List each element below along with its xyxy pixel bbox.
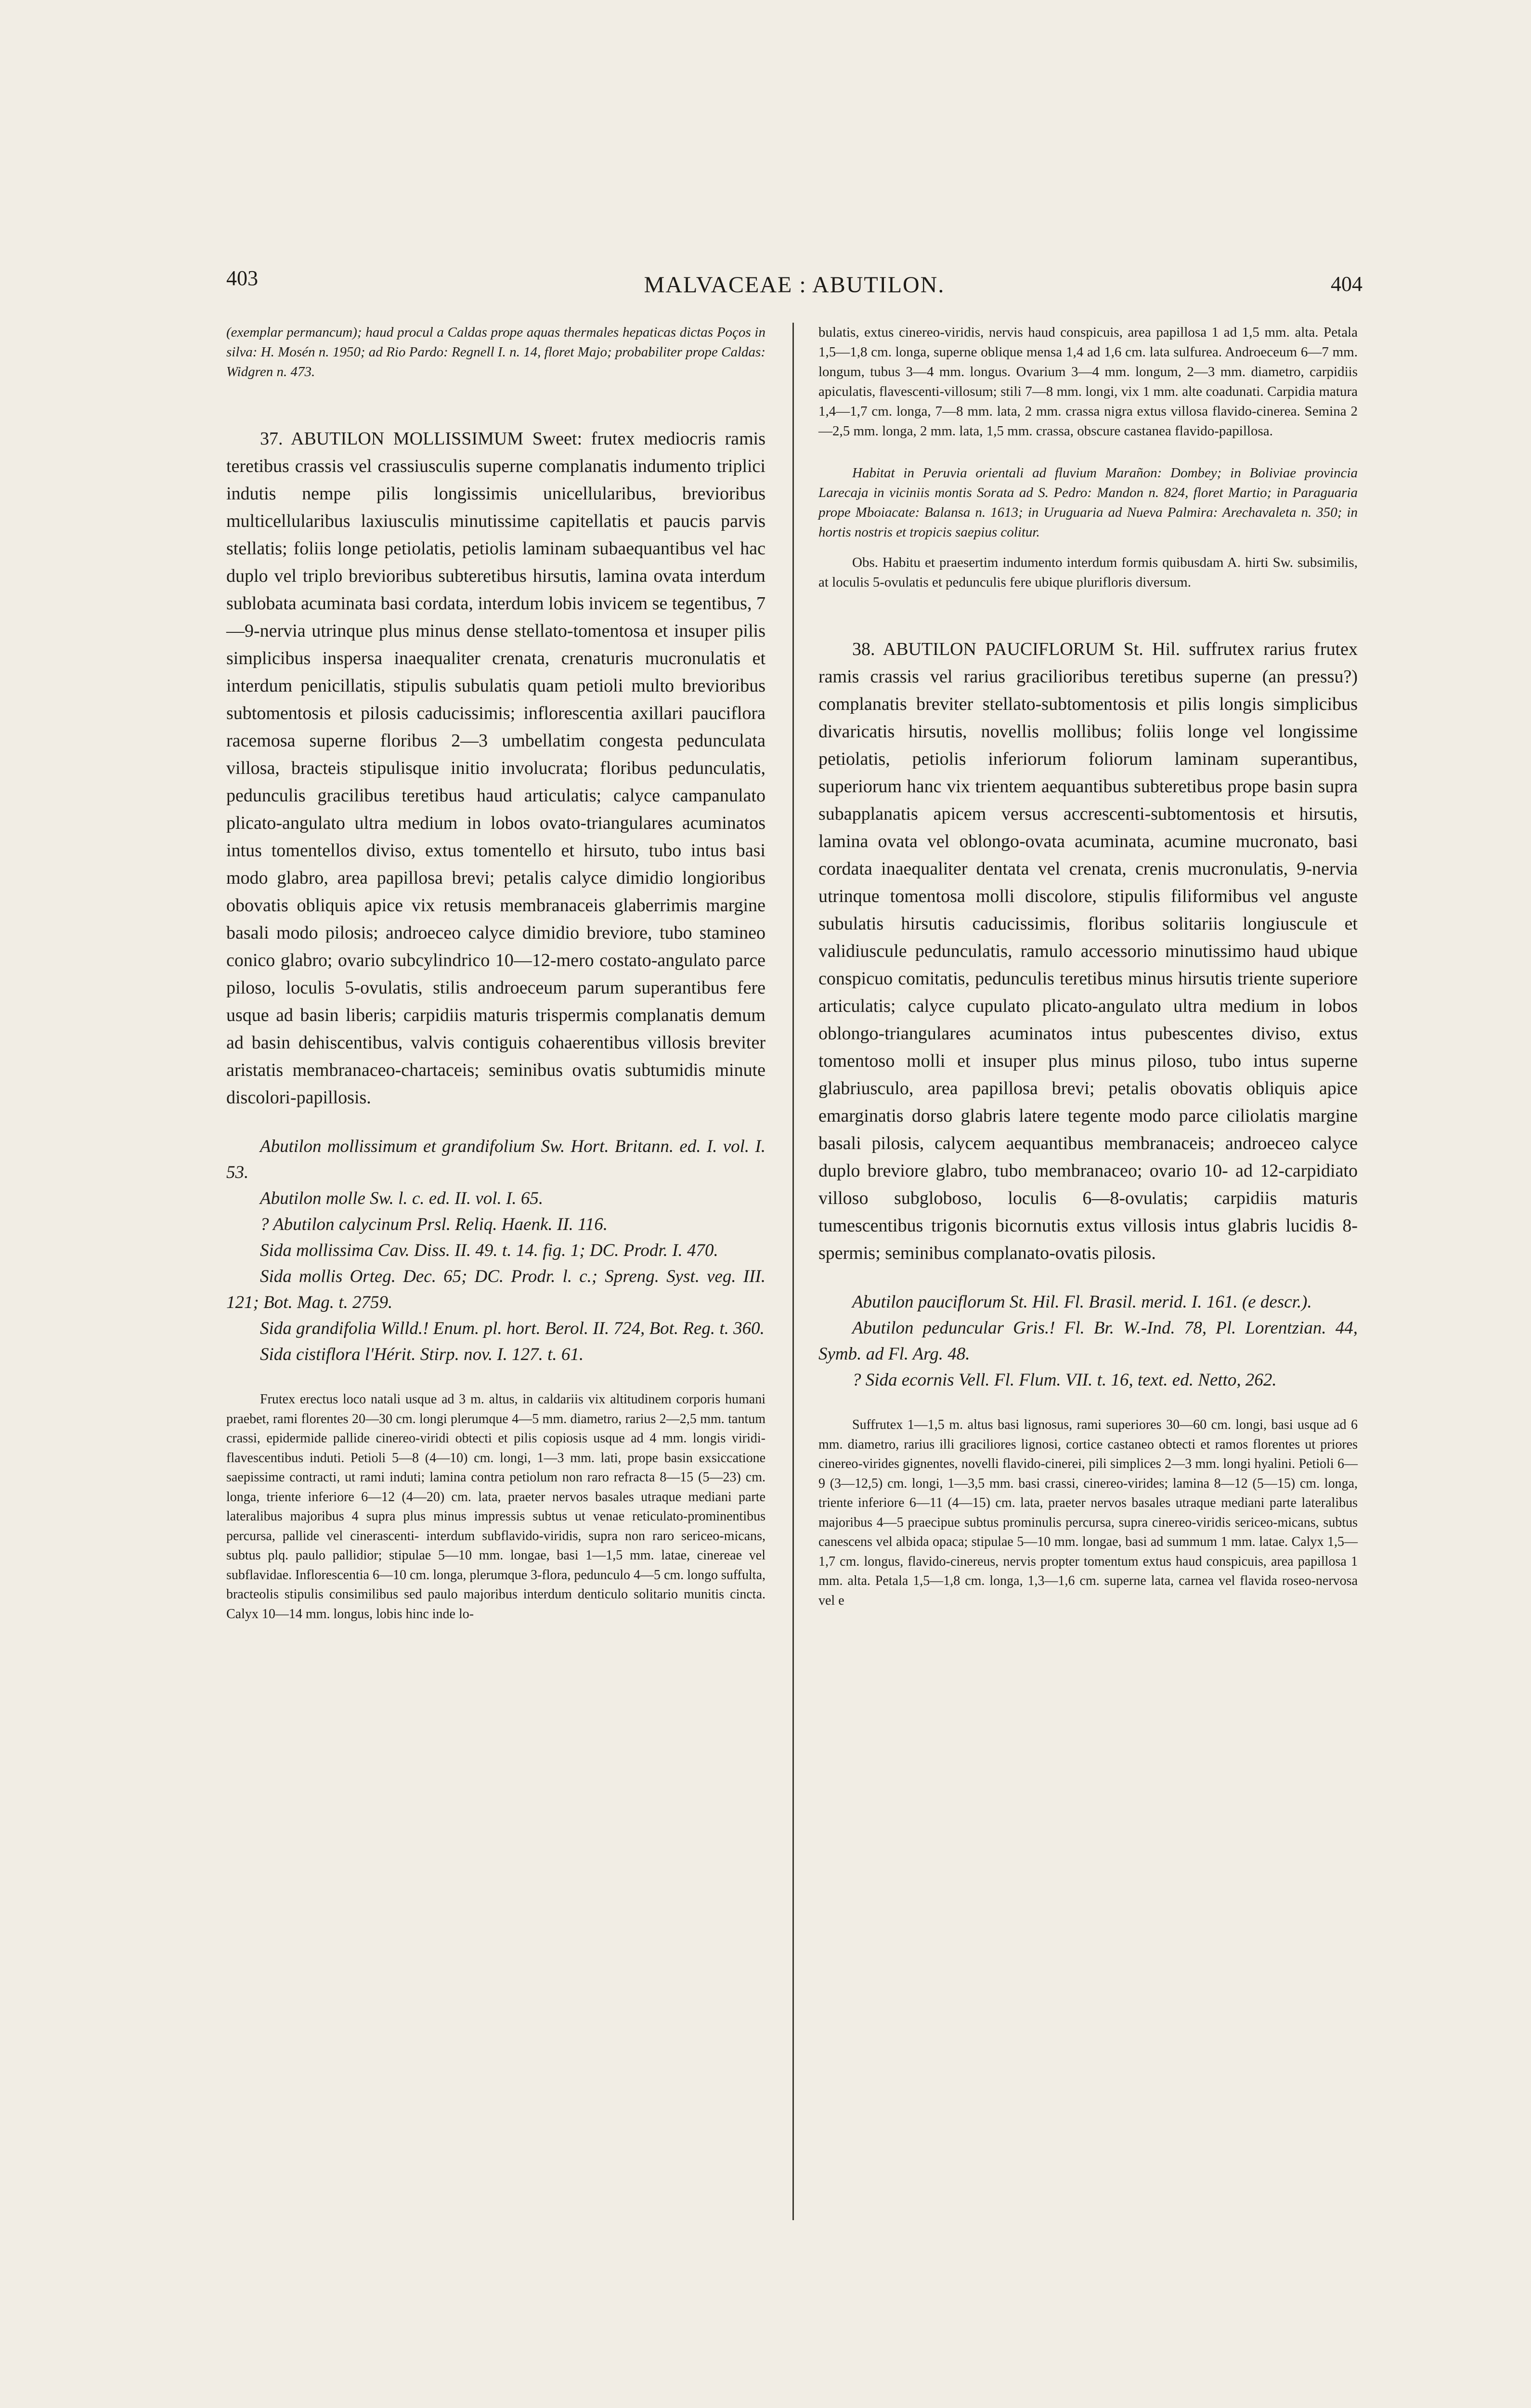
species-37-detailed-description: Frutex erectus loco natali usque ad 3 m. altus, in caldariis vix altitudinem corporis humani praebet, rami florentes 20—30 cm. longi plerumque 4—5 mm. diametro, rarius 2—2,5 mm. tantum crassi, epidermide pallide cinereo-viridi obtecti et pilis copiosis usque ad 4 mm. longis viridi-flavescentibus induti. Petioli 5—8 (4—10) cm. longi, 1—3 mm. lati, prope basin exsiccatione saepissime contracti, ut rami induti; lamina contra petiolum non raro refracta 8—15 (5—23) cm. longa, triente inferiore 6—12 (4—20) cm. lata, praeter nervos basales utraque mediani parte lateralibus majoribus 4 supra plus minus impressis subtus ut venae reticulato-prominentibus percursa, pallide vel cinerascenti- interdum subflavido-viridis, supra non raro sericeo-micans, subtus plq. paulo pallidior; stipulae 5—10 mm. longae, basi 1—1,5 mm. latae, cinereae vel subflavidae. Inflorescentia 6—10 cm. longa, plerumque 3-flora, pedunculo 4—5 cm. longo suffulta, bracteolis stipulis consimilibus sed paulo majoribus interdum denticulo solitario munitis cincta. Calyx 10—14 mm. longus, lobis hinc inde lo- (226, 1392, 766, 1622)
page-header (226, 266, 1362, 304)
synonym: Sida mollissima Cav. Diss. II. 49. t. 14. fig. 1; DC. Prodr. I. 470. (260, 1241, 718, 1260)
synonym: Sida mollis Orteg. Dec. 65; DC. Prodr. l. c.; Spreng. Syst. veg. III. 121; Bot. Mag. t. 2759. (226, 1267, 766, 1312)
species-37-observation: Obs. Habitu et praesertim indumento interdum formis quibusdam A. hirti Sw. subsimilis, at loculis 5-ovulatis et pedunculis fere ubique plurifloris diversum. (818, 555, 1358, 590)
synonym: Abutilon pauciflorum St. Hil. Fl. Brasil. merid. I. 161. (e descr.). (852, 1292, 1312, 1312)
synonym: ? Sida ecornis Vell. Fl. Flum. VII. t. 16, text. ed. Netto, 262. (852, 1370, 1277, 1390)
species-37-description: 37. ABUTILON MOLLISSIMUM Sweet: frutex mediocris ramis teretibus crassis vel crassiusculis superne complanatis indumento triplici indutis nempe pilis longissimis unicellularibus, brevioribus multicellularibus laxiusculis minutissime capitellatis et paucis parvis stellatis; foliis longe petiolatis, petiolis laminam subaequantibus vel hac duplo vel triplo brevioribus subteretibus hirsutis, lamina ovata interdum sublobata acuminata basi cordata, interdum lobis invicem se tegentibus, 7—9-nervia utrinque plus minus dense stellato-tomentosa et insuper pilis simplicibus inspersa inaequaliter crenata, crenaturis mucronulatis et interdum penicillatis, stipulis subulatis quam petioli multo brevioribus subtomentosis et pilosis caducissimis; inflorescentia axillari pauciflora racemosa superne floribus 2—3 umbellatim congesta pedunculata villosa, bracteis stipulisque initio involucrata; floribus pedunculatis, pedunculis gracilibus teretibus haud articulatis; calyce campanulato plicato-angulato ultra medium in lobos ovato-triangulares acuminatos intus tomentellos diviso, extus tomentello et hirsuto, tubo intus basi modo glabro, area papillosa brevi; petalis calyce dimidio longioribus obovatis obliquis apice vix retusis membranaceis glaberrimis margine basali modo pilosis; androeceo calyce dimidio breviore, tubo stamineo conico glabro; ovario subcylindrico 10—12-mero costato-angulato parce piloso, loculis 5-ovulatis, stilis androeceum parum superantibus fere usque ad basin liberis; carpidiis maturis trispermis complanatis demum ad basin dehiscentibus, valvis contiguis cohaerentibus villosis breviter aristatis membranaceo-chartaceis; seminibus ovatis subtumidis minute discolori-papillosis. (226, 429, 766, 1108)
left-column (226, 323, 766, 1624)
species-38-description: 38. ABUTILON PAUCIFLORUM St. Hil. suffrutex rarius frutex ramis crassis vel rarius gracilioribus teretibus superne (an pressu?) complanatis breviter stellato-subtomentosis et pilis longis simplicibus divaricatis hirsutis, novellis mollibus; foliis longe vel longissime petiolatis, petiolis inferiorum foliorum laminam superantibus, superiorum hanc vix trientem aequantibus subteretibus prope basin supra subapplanatis apicem versus accrescenti-subtomentosis et hirsutis, lamina ovata vel oblongo-ovata acuminata, acumine mucronato, basi cordata inaequaliter dentata vel crenata, crenis mucronulatis, 9-nervia utrinque tomentosa molli discolore, stipulis filiformibus vel anguste subulatis hirsutis caducissimis, floribus solitariis longiuscule et validiuscule pedunculatis, ramulo accessorio minutissimo haud ubique conspicuo comitatis, pedunculis teretibus minus hirsutis triente superiore articulatis; calyce cupulato plicato-angulato ultra medium in lobos oblongo-triangulares acuminatos intus pubescentes diviso, extus tomentoso molli et insuper plus minus piloso, tubo intus superne glabriusculo, area papillosa brevi; petalis obovatis obliquis apice emarginatis dorso glabris latere tegente modo parce ciliolatis margine basali pilosis, calycem aequantibus membranaceis; androeceo calyce duplo breviore glabro, tubo membranaceo; ovario 10- ad 12-carpidiato villoso subgloboso, loculis 6—8-ovulatis; carpidiis maturis tumescentibus trigonis bicornutis extus villosis intus glabris lucidis 8-spermis; seminibus complanato-ovatis pilosis. (818, 639, 1358, 1263)
page-number-right: 404 (1331, 272, 1362, 296)
synonym: Sida grandifolia Willd.! Enum. pl. hort. Berol. II. 724, Bot. Reg. t. 360. (260, 1319, 765, 1338)
species-37-description-continued: bulatis, extus cinereo-viridis, nervis haud conspicuis, area papillosa 1 ad 1,5 mm. alta. Petala 1,5—1,8 cm. longa, superne oblique mensa 1,4 ad 1,6 cm. lata sulfurea. Androeceum 6—7 mm. longum, tubus 3—4 mm. longus. Ovarium 3—4 mm. longum, 2—3 mm. diametro, carpidiis apiculatis, flavescenti-villosum; stili 7—8 mm. longi, vix 1 mm. alte coadunati. Carpidia matura 1,4—1,7 cm. longa, 7—8 mm. lata, 2 mm. crassa nigra extus villosa flavido-cinerea. Semina 2—2,5 mm. longa, 2 mm. lata, 1,5 mm. crassa, obscure castanea flavido-papillosa. (818, 325, 1358, 439)
species-38-detailed-description: Suffrutex 1—1,5 m. altus basi lignosus, rami superiores 30—60 cm. longi, basi usque ad 6 mm. diametro, rarius illi graciliores lignosi, cortice castaneo obtecti et ramos florentes ut priores cinereo-virides gignentes, novelli flavido-cinerei, pili simplices 2—3 mm. longi hyalini. Petioli 6—9 (3—12,5) cm. longi, 1—3,5 mm. basi crassi, cinereo-virides; lamina 8—12 (5—15) cm. longa, triente inferiore 6—11 (4—15) cm. lata, praeter nervos basales utraque mediani parte lateralibus majoribus 4—5 praecipue subtus prominulis percursa, supra cinereo-viridis sericeo-micans, subtus canescens vel albida opaca; stipulae 5—10 mm. longae, basi ad summum 1 mm. latae. Calyx 1,5—1,7 cm. longus, flavido-cinereus, nervis propter tomentum extus haud conspicuis, area papillosa 1 mm. alta. Petala 1,5—1,8 cm. longa, 1,3—1,6 cm. superne lata, carnea vel flavida roseo-nervosa vel e (818, 1417, 1358, 1608)
synonym: Abutilon peduncular Gris.! Fl. Br. W.-Ind. 78, Pl. Lorentzian. 44, Symb. ad Fl. Arg. 48. (818, 1318, 1358, 1364)
column-divider (792, 323, 794, 2220)
running-title: MALVACEAE : ABUTILON. (644, 272, 945, 298)
species-37-synonyms (226, 1134, 766, 1368)
synonym: ? Abutilon calycinum Prsl. Reliq. Haenk. II. 116. (260, 1215, 608, 1234)
page-number-left: 403 (226, 266, 258, 290)
intro-locality-text: (exemplar permancum); haud procul a Caldas prope aquas thermales hepaticas dictas Poços in silva: H. Mosén n. 1950; ad Rio Pardo: Regnell I. n. 14, floret Majo; probabiliter prope Caldas: Widgren n. 473. (226, 325, 766, 380)
right-column (818, 323, 1358, 1610)
synonym: Abutilon mollissimum et grandifolium Sw. Hort. Britann. ed. I. vol. I. 53. (226, 1137, 766, 1182)
synonym: Abutilon molle Sw. l. c. ed. II. vol. I. 65. (260, 1189, 544, 1208)
species-38-synonyms (818, 1289, 1358, 1393)
synonym: Sida cistiflora l'Hérit. Stirp. nov. I. 127. t. 61. (260, 1345, 584, 1364)
species-37-habitat: Habitat in Peruvia orientali ad fluvium Marañon: Dombey; in Boliviae provincia Larecaja in viciniis montis Sorata ad S. Pedro: Mandon n. 824, floret Martio; in Paraguaria prope Mboiacate: Balansa n. 1613; in Uruguaria ad Nueva Palmira: Arechavaleta n. 350; in hortis nostris et tropicis saepius colitur. (818, 465, 1358, 540)
